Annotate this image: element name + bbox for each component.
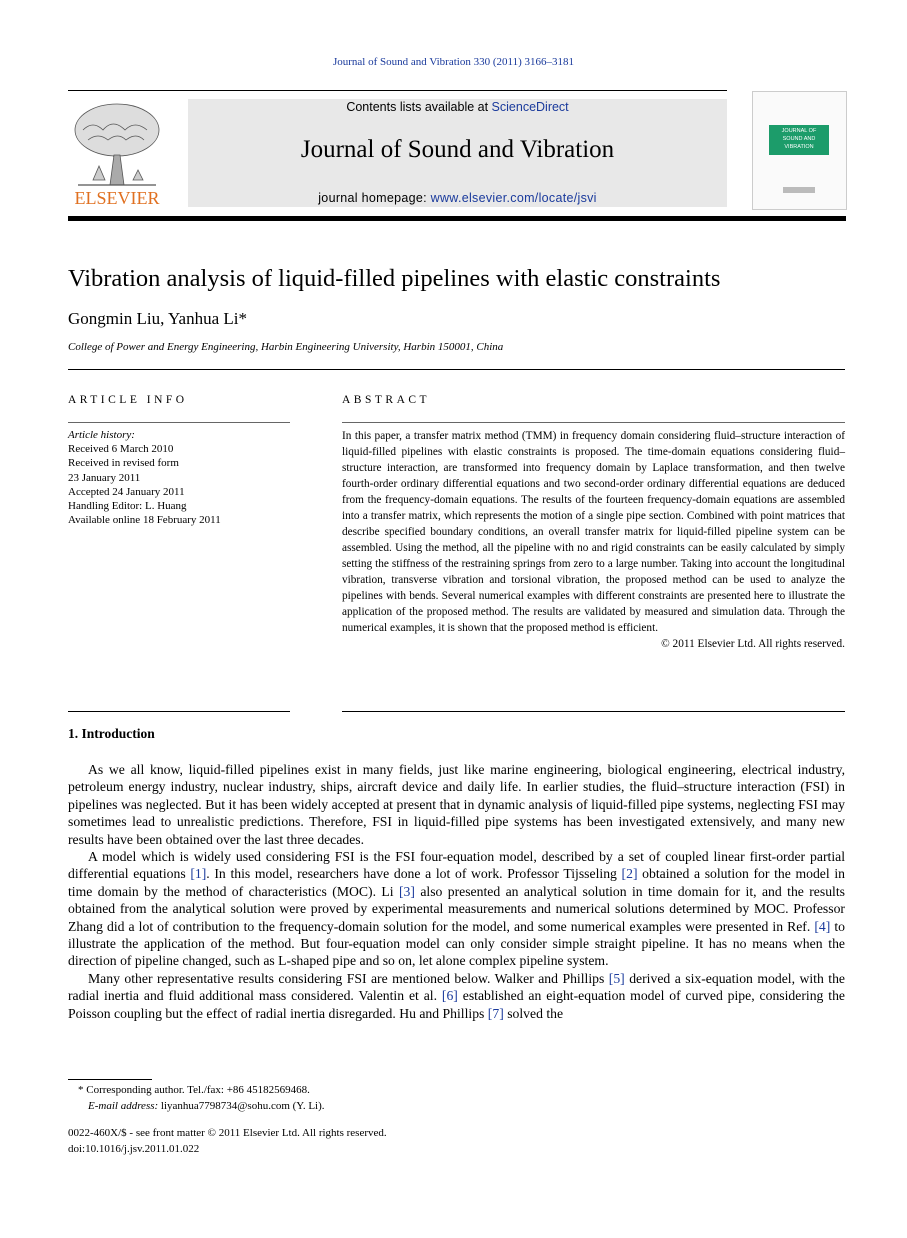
cover-title: JOURNAL OF SOUND AND VIBRATION [781, 128, 817, 150]
abstract-rule-bottom [342, 711, 845, 712]
journal-title: Journal of Sound and Vibration [300, 136, 615, 163]
title-divider [68, 369, 845, 370]
publisher-wordmark: ELSEVIER [74, 188, 160, 208]
abstract-rule-top [342, 422, 845, 423]
ref-link-6[interactable]: [6] [441, 988, 458, 1004]
article-affiliation: College of Power and Energy Engineering, Harbin Engineering University, Harbin 150001, China [68, 341, 504, 353]
issn-line: 0022-460X/$ - see front matter © 2011 Elsevier Ltd. All rights reserved. [68, 1127, 387, 1139]
header-rule [68, 90, 727, 91]
ref-link-1[interactable]: [1] [190, 866, 207, 882]
paragraph-2: A model which is widely used considering FSI is the FSI four-equation model, described by a set of coupled linear first-order partial differential equations [1]. In this model, researchers have done a lot of work. Professor Tijsseling [2] obtained a solution for the model in time domain by the method of characteristics (MOC). Li [3] also presented an analytical solution in time domain for it, and the results obtained from the analytical solution were proved by experimental measurements and numerical solutions determined by MOC. Professor Zhang did a lot of contribution to the frequency-domain solution for the model, and some numerical examples were presented in Ref. [4] to illustrate the application of the method. But four-equation model can only consider simple straight pipeline. It has no means when the direction of pipeline changed, such as L-shaped pipe and so on, let alone complex pipeline system. [68, 849, 845, 969]
info-rule-top [68, 422, 290, 423]
ref-link-4[interactable]: [4] [814, 918, 831, 934]
article-info-label: ARTICLE INFO [68, 394, 188, 406]
journal-citation[interactable]: Journal of Sound and Vibration 330 (2011) 3166–3181 [332, 56, 574, 68]
abstract-body: In this paper, a transfer matrix method (TMM) in frequency domain considering fluid–structure interaction of liquid-filled pipelines with elastic constraints is proposed. The time-domain equations considering fluid–structure interaction, are transformed into frequency domain by Laplace transformation, and then twelve fourth-order ordinary differential equations and two second-order ordinary differential equations are deduced from the frequency-domain equations. The results of the fourteen frequency-domain equations are assembled into a transfer matrix, which represents the motion of a single pipe section. Combined with point matrices that describe specified boundary conditions, an overall transfer matrix for liquid-filled pipeline system can be assembled. Using the method, all the pipeline with no and rigid constraints can be easily calculated by simply setting the stiffness of the restraining springs from zero to a large number. Taking into account the longitudinal vibration, transverse vibration and torsional vibration, the proposed method can be used to analyze the pipelines with bends. Several numerical examples with different constraints are presented here to illustrate the application of the proposed method. The results are validated by measured and simulation data. Through the numerical examples, it is shown that the proposed method is efficient. © 2011 Elsevier Ltd. All rights reserved. [342, 430, 845, 650]
introduction-body [68, 761, 845, 1022]
abstract-copyright: © 2011 Elsevier Ltd. All rights reserved. [661, 638, 845, 650]
ref-link-7[interactable]: [7] [487, 1005, 504, 1021]
ref-link-3[interactable]: [3] [398, 883, 415, 899]
journal-cover-image [752, 91, 847, 210]
paragraph-1: As we all know, liquid-filled pipelines exist in many fields, just like marine engineering, biological engineering, electrical industry, petroleum energy industry, nuclear industry, ships, aircraft device and daily life. In earlier studies, the fluid–structure interaction (FSI) in pipelines was neglected. But it has been widely accepted at present that in dynamic analysis of liquid-filled pipe systems, neglecting FSI may sometimes lead to unrealistic predictions. Therefore, FSI in liquid-filled pipe systems has been investigated extensively, and many new results have been obtained over the last three decades. [68, 762, 845, 847]
footnote-rule [68, 1079, 152, 1080]
homepage-link[interactable]: www.elsevier.com/locate/jsvi [430, 191, 597, 205]
elsevier-logo [68, 100, 166, 210]
cover-logo-icon [783, 187, 815, 193]
ref-link-5[interactable]: [5] [608, 970, 625, 986]
abstract-label: ABSTRACT [342, 394, 431, 406]
email-note: E-mail address: liyanhua7798734@sohu.com (Y. Li). [88, 1099, 325, 1112]
article-title: Vibration analysis of liquid-filled pipelines with elastic constraints [68, 265, 721, 292]
sciencedirect-link[interactable]: ScienceDirect [491, 100, 569, 114]
homepage-line: journal homepage: www.elsevier.com/locate/jsvi [318, 191, 597, 205]
footnote [68, 1083, 325, 1114]
doi-line[interactable]: doi:10.1016/j.jsv.2011.01.022 [68, 1142, 200, 1155]
contents-line: Contents lists available at ScienceDirect [346, 100, 569, 114]
email-link[interactable]: liyanhua7798734@sohu.com (Y. Li). [158, 1099, 325, 1112]
ref-link-2[interactable]: [2] [621, 866, 638, 882]
info-rule-bottom [68, 711, 290, 712]
article-authors: Gongmin Liu, Yanhua Li* [68, 309, 247, 328]
corresponding-author-note: * Corresponding author. Tel./fax: +86 45182569468. [78, 1084, 310, 1096]
header-thick-rule [68, 216, 846, 221]
front-matter-info [68, 1126, 387, 1157]
section-heading-introduction: 1. Introduction [68, 726, 155, 741]
article-history: Article history: Received 6 March 2010 Received in revised form 23 January 2011 Accepted 24 January 2011 Handling Editor: L. Huang Available online 18 February 2011 [68, 429, 221, 527]
paragraph-3: Many other representative results considering FSI are mentioned below. Walker and Phillips [5] derived a six-equation model, with the radial inertia and fluid additional mass considered. Valentin et al. [6] established an eight-equation model of curved pipe, considering the Poisson coupling but the effect of radial inertia disregarded. Hu and Phillips [7] solved the [68, 970, 845, 1021]
